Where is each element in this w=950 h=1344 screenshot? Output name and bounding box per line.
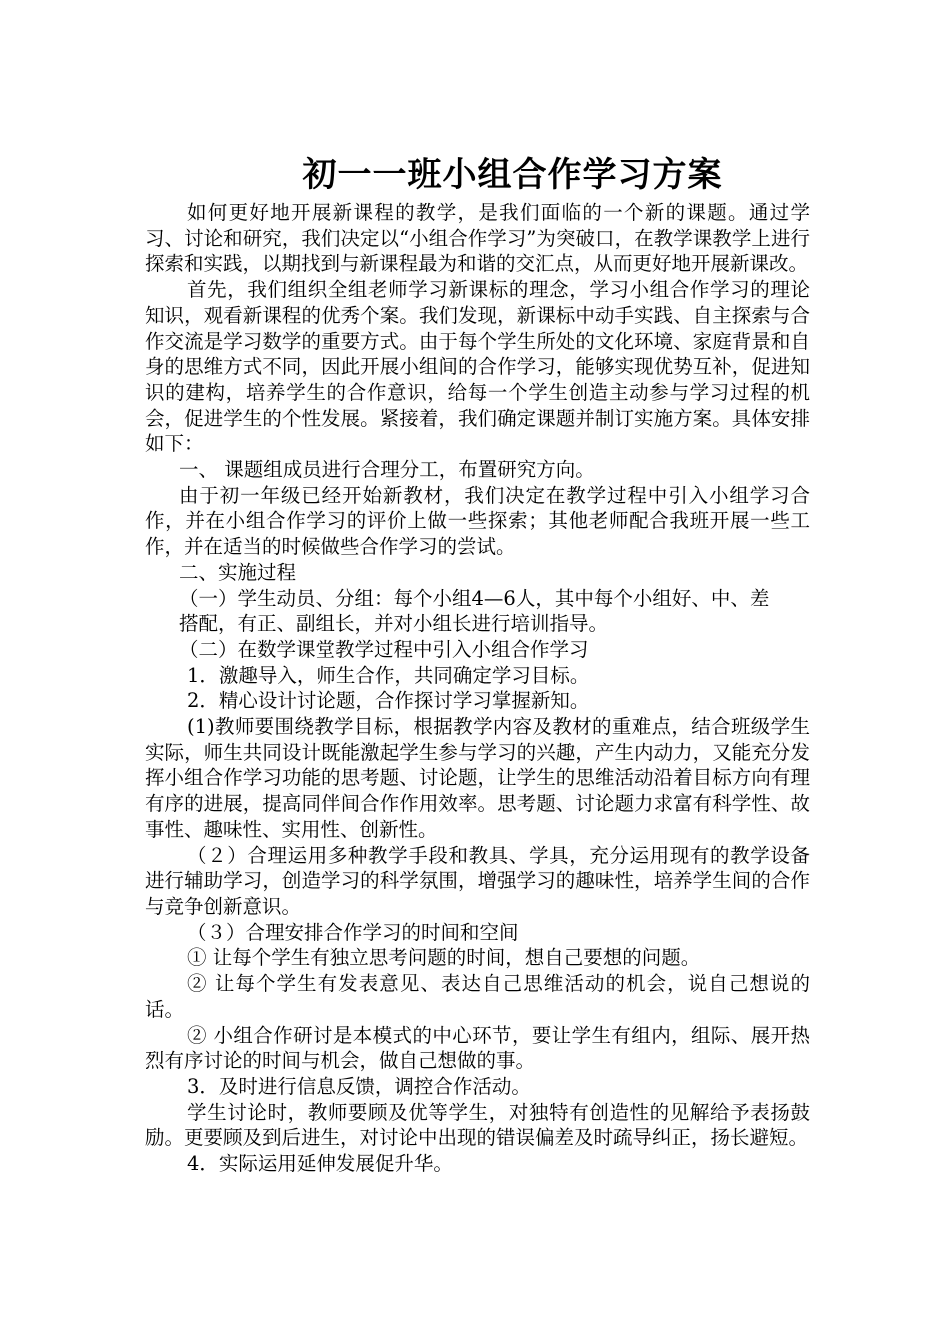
- step-4: 4．实际运用延伸发展促升华。: [187, 1152, 453, 1176]
- paragraph-first: 首先，我们组织全组老师学习新课标的理念，学习小组合作学习的理论知识，观看新课程的优秀个案。我们发现，新课标中动手实践、自主探索与合作交流是学习数学的重要方式。由于每个学生所处的文化环境、家庭背景和自身的思维方式不同，因此开展小组间的合作学习，能够实现优势互补，促进知识的建构，培养学生的合作意识，给每一个学生创造主动参与学习过程的机会，促进学生的个性发展。紧接着，我们确定课题并制订实施方案。具体安排如下：: [145, 278, 810, 456]
- paragraph-feedback: 学生讨论时，教师要顾及优等学生，对独特有创造性的见解给予表扬鼓励。更要顾及到后进生，对讨论中出现的错误偏差及时疏导纠正，扬长避短。: [145, 1100, 810, 1150]
- bullet-3: ② 小组合作研讨是本模式的中心环节，要让学生有组内，组际、展开热烈有序讨论的时间与机会，做自己想做的事。: [145, 1023, 810, 1073]
- document-page: [145, 150, 810, 1177]
- paragraph-intro: 如何更好地开展新课程的教学，是我们面临的一个新的课题。通过学习、讨论和研究，我们决定以“小组合作学习”为突破口，在教学课教学上进行探索和实践，以期找到与新课程最为和谐的交汇点，从而更好地开展新课改。: [145, 201, 810, 276]
- step-3: 3．及时进行信息反馈，调控合作活动。: [187, 1074, 531, 1098]
- section-heading-1: 一、 课题组成员进行合理分工，布置研究方向。: [179, 458, 595, 482]
- bullet-2: ② 让每个学生有发表意见、表达自己思维活动的机会，说自己想说的话。: [145, 972, 810, 1021]
- item-3: （３）合理安排合作学习的时间和空间: [187, 920, 519, 944]
- subsection-heading-2: （二）在数学课堂教学过程中引入小组合作学习: [179, 637, 589, 661]
- subsection-heading-1-cont: 搭配，有正、副组长，并对小组长进行培训指导。: [179, 612, 609, 636]
- page-title: 初一一班小组合作学习方案: [302, 155, 723, 195]
- item-2: （２）合理运用多种教学手段和教具、学具，充分运用现有的教学设备进行辅助学习，创造学习的科学氛围，增强学习的趣味性，培养学生间的合作与竞争创新意识。: [145, 843, 810, 918]
- subsection-heading-1: （一）学生动员、分组：每个小组4—6人，其中每个小组好、中、差: [179, 586, 770, 610]
- step-1: 1．激趣导入，师生合作，共同确定学习目标。: [187, 663, 590, 687]
- bullet-1: ① 让每个学生有独立思考问题的时间，想自己要想的问题。: [187, 946, 701, 970]
- step-2: 2．精心设计讨论题，合作探讨学习掌握新知。: [187, 689, 590, 713]
- item-1: (1)教师要围绕教学目标，根据教学内容及教材的重难点，结合班级学生实际，师生共同设计既能激起学生参与学习的兴趣，产生内动力，又能充分发挥小组合作学习功能的思考题、讨论题，让学生的思维活动沿着目标方向有理有序的进展，提高同伴间合作作用效率。思考题、讨论题力求富有科学性、故事性、趣味性、实用性、创新性。: [145, 715, 810, 841]
- section-heading-2: 二、实施过程: [179, 560, 297, 584]
- document-body: [145, 200, 810, 1177]
- paragraph-division: 由于初一年级已经开始新教材，我们决定在教学过程中引入小组学习合作，并在小组合作学习的评价上做一些探索；其他老师配合我班开展一些工作，并在适当的时候做些合作学习的尝试。: [145, 483, 810, 559]
